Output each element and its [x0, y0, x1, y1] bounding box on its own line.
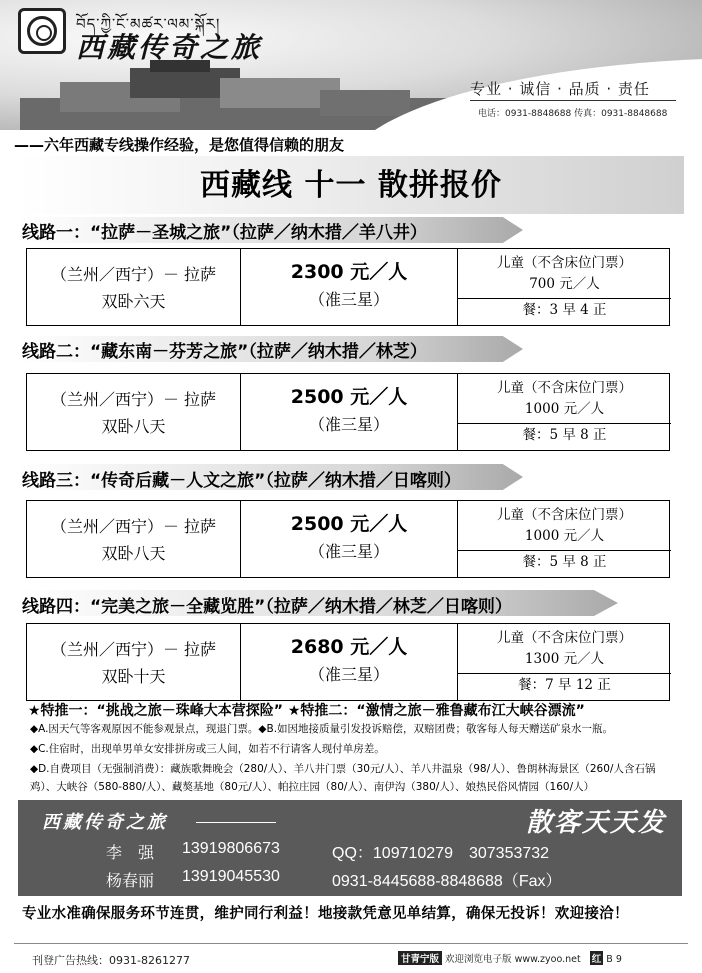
route-price	[241, 624, 458, 700]
route-child-info	[458, 624, 671, 700]
route-box	[26, 248, 670, 326]
route-from: （兰州／西宁）－ 拉萨	[50, 517, 217, 536]
tagline: ——六年西藏专线操作经验，是您值得信赖的朋友	[14, 136, 345, 154]
route-title: 线路二：“藏东南－芬芳之旅”（拉萨／纳木措／林芝）	[22, 342, 427, 362]
brand-underline	[196, 822, 276, 823]
child-price: 1300 元／人	[524, 651, 605, 667]
route-box	[26, 623, 670, 701]
hotel-grade: （准三星）	[308, 542, 389, 561]
slogan-divider	[470, 100, 676, 101]
child-label: 儿童（不含床位门票）	[497, 380, 632, 396]
route-duration: 双卧八天	[101, 544, 166, 563]
route-price	[241, 374, 458, 450]
route-child-info	[458, 249, 671, 325]
route-from: （兰州／西宁）－ 拉萨	[50, 640, 217, 659]
contact-phone[interactable]: 13919045530	[182, 868, 280, 885]
route-child-info	[458, 374, 671, 450]
route-box	[26, 500, 670, 578]
meal-info: 餐：7 早 12 正	[458, 673, 671, 696]
header-contact: 电话：0931-8848688 传真：0931-8848688	[478, 109, 668, 119]
child-price: 700 元／人	[529, 276, 600, 292]
meal-info: 餐：3 早 4 正	[458, 298, 671, 321]
route-origin	[27, 624, 241, 700]
route-from: （兰州／西宁）－ 拉萨	[50, 390, 217, 409]
route-duration: 双卧八天	[101, 417, 166, 436]
tibetan-title: བོད་ཀྱི་ངོ་མཚར་ལམ་སྐོར།	[76, 15, 221, 33]
website-text[interactable]: 欢迎浏览电子版 www.zyoo.net	[445, 954, 581, 965]
meal-info: 餐：5 早 8 正	[458, 550, 671, 573]
hotel-grade: （准三星）	[308, 415, 389, 434]
main-title: 西藏线 十一 散拼报价	[200, 168, 502, 203]
note-item: ◆D.自费项目（无强制消费）：藏族歌舞晚会（280/人）、羊八井门票（30元/人）、羊八井温泉（98/人）、鲁朗林海景区（260/人含石锅鸡）、大峡谷（580-880/人）、藏獒基地（80元/人）、帕拉庄园（80/人）、南伊沟（380/人）、娘热民俗风情园（160/人）	[30, 763, 656, 793]
price-value: 2300 元／人	[290, 261, 408, 283]
child-label: 儿童（不含床位门票）	[497, 630, 632, 646]
note-item: ◆A.因天气等客观原因不能参观景点，现退门票。◆B.如因地接质量引发投诉赔偿，双赔团费；敬客每人每天赠送矿泉水一瓶。	[30, 723, 614, 735]
contact-qq: QQ：109710279 307353732	[332, 845, 550, 862]
price-value: 2680 元／人	[290, 636, 408, 658]
contact-brand: 西藏传奇之旅	[42, 812, 168, 833]
route-origin	[27, 374, 241, 450]
route-price	[241, 501, 458, 577]
route-title: 线路四：“完美之旅－全藏览胜”（拉萨／纳木措／林芝／日喀则）	[22, 597, 512, 617]
child-price: 1000 元／人	[524, 401, 605, 417]
contact-tel-fax: 0931-8445688-8848688（Fax）	[332, 873, 562, 890]
header-slogan: 专业 · 诚信 · 品质 · 责任	[470, 80, 650, 98]
price-value: 2500 元／人	[290, 513, 408, 535]
header-banner	[0, 0, 702, 130]
note-item: ◆C.住宿时，出现单男单女安排拼房或三人间，如若不行请客人现付单房差。	[30, 743, 385, 755]
route-title: 线路三：“传奇后藏－人文之旅”（拉萨／纳木措／日喀则）	[22, 471, 461, 491]
route-price	[241, 249, 458, 325]
footer-divider	[14, 943, 688, 944]
hotel-grade: （准三星）	[308, 665, 389, 684]
contact-bar	[18, 800, 682, 896]
route-duration: 双卧十天	[101, 667, 166, 686]
contact-name: 杨春丽	[106, 873, 155, 890]
child-label: 儿童（不含床位门票）	[497, 255, 632, 271]
route-origin	[27, 501, 241, 577]
daily-departure-slogan: 散客天天发	[525, 808, 666, 838]
brand-name: 西藏传奇之旅	[76, 31, 263, 64]
hotel-grade: （准三星）	[308, 290, 389, 309]
footer-info	[398, 951, 622, 965]
potala-palace-image	[20, 60, 450, 130]
route-title: 线路一：“拉萨－圣城之旅”（拉萨／纳木措／羊八井）	[22, 223, 427, 243]
route-origin	[27, 249, 241, 325]
meal-info: 餐：5 早 8 正	[458, 423, 671, 446]
ad-hotline: 刊登广告热线：0931-8261277	[32, 954, 190, 967]
child-price: 1000 元／人	[524, 528, 605, 544]
contact-phone[interactable]: 13919806673	[182, 840, 280, 857]
route-duration: 双卧六天	[101, 292, 166, 311]
route-from: （兰州／西宁）－ 拉萨	[50, 265, 217, 284]
route-child-info	[458, 501, 671, 577]
bottom-slogan: 专业水准确保服务环节连贯，维护同行利益！地接款凭意见单结算，确保无投诉！欢迎接洽！	[22, 906, 629, 922]
contact-name: 李 强	[106, 845, 155, 862]
featured-tours: ★特推一：“挑战之旅－珠峰大本营探险” ★特推二：“激情之旅－雅鲁藏布江大峡谷漂流”	[28, 703, 585, 719]
company-logo	[18, 8, 66, 54]
endless-knot-icon	[27, 16, 57, 46]
price-value: 2500 元／人	[290, 386, 408, 408]
route-box	[26, 373, 670, 451]
page-mark: 红	[590, 951, 604, 965]
edition-tag: 甘青宁版	[398, 951, 442, 965]
page-number: B 9	[606, 954, 622, 965]
child-label: 儿童（不含床位门票）	[497, 507, 632, 523]
